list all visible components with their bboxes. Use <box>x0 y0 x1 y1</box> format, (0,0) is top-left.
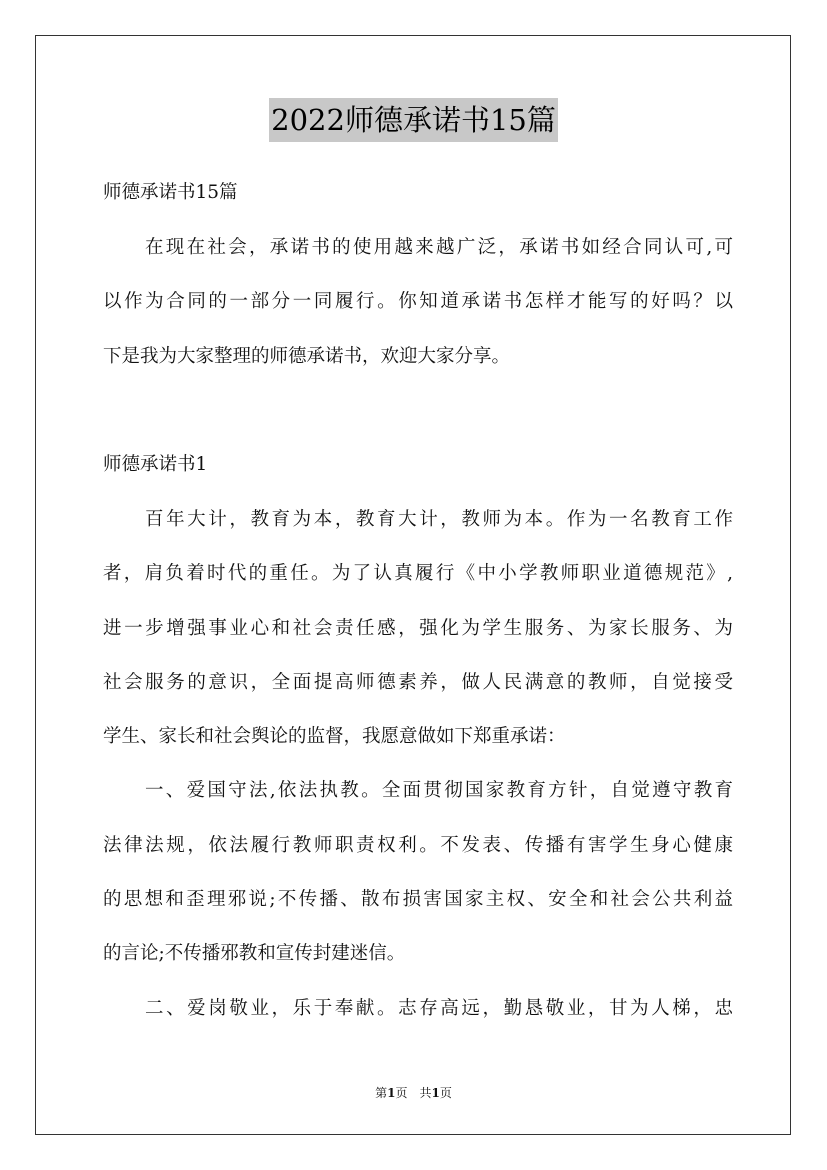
page-footer <box>0 1084 827 1101</box>
para1-line-3: 进一步增强事业心和社会责任感，强化为学生服务、为家长服务、为 <box>103 618 733 639</box>
document-title: 2022师德承诺书15篇 <box>269 98 558 142</box>
para2-line-3: 的思想和歪理邪说;不传播、散布损害国家主权、安全和社会公共利益 <box>103 889 733 910</box>
para1-line-2: 者，肩负着时代的重任。为了认真履行《中小学教师职业道德规范》, <box>103 563 733 584</box>
footer-page-current: 1 <box>387 1086 396 1100</box>
intro-line-1: 在现在社会，承诺书的使用越来越广泛，承诺书如经合同认可,可 <box>145 237 733 258</box>
intro-line-2: 以作为合同的一部分一同履行。你知道承诺书怎样才能写的好吗？以 <box>103 291 733 312</box>
footer-page-total: 1 <box>431 1086 440 1100</box>
para3-line-1: 二、爱岗敬业，乐于奉献。志存高远，勤恳敬业，甘为人梯，忠 <box>145 998 733 1019</box>
para2-line-1: 一、爱国守法,依法执教。全面贯彻国家教育方针，自觉遵守教育 <box>145 780 733 801</box>
para2-line-2: 法律法规，依法履行教师职责权利。不发表、传播有害学生身心健康 <box>103 835 733 856</box>
footer-total-suffix: 页 <box>439 1086 452 1100</box>
footer-total-prefix: 共 <box>419 1086 432 1100</box>
para1-line-1: 百年大计，教育为本，教育大计，教师为本。作为一名教育工作 <box>145 509 733 530</box>
footer-page-prefix: 第 <box>375 1086 388 1100</box>
document-subtitle: 师德承诺书15篇 <box>103 182 238 203</box>
title-wrap <box>0 98 827 142</box>
footer-page-suffix: 页 <box>395 1086 408 1100</box>
para1-line-5: 学生、家长和社会舆论的监督，我愿意做如下郑重承诺： <box>103 726 566 747</box>
section-heading: 师德承诺书1 <box>103 454 208 475</box>
para2-line-4: 的言论;不传播邪教和宣传封建迷信。 <box>103 943 406 964</box>
para1-line-4: 社会服务的意识，全面提高师德素养，做人民满意的教师，自觉接受 <box>103 672 733 693</box>
intro-line-3: 下是我为大家整理的师德承诺书，欢迎大家分享。 <box>103 346 511 367</box>
